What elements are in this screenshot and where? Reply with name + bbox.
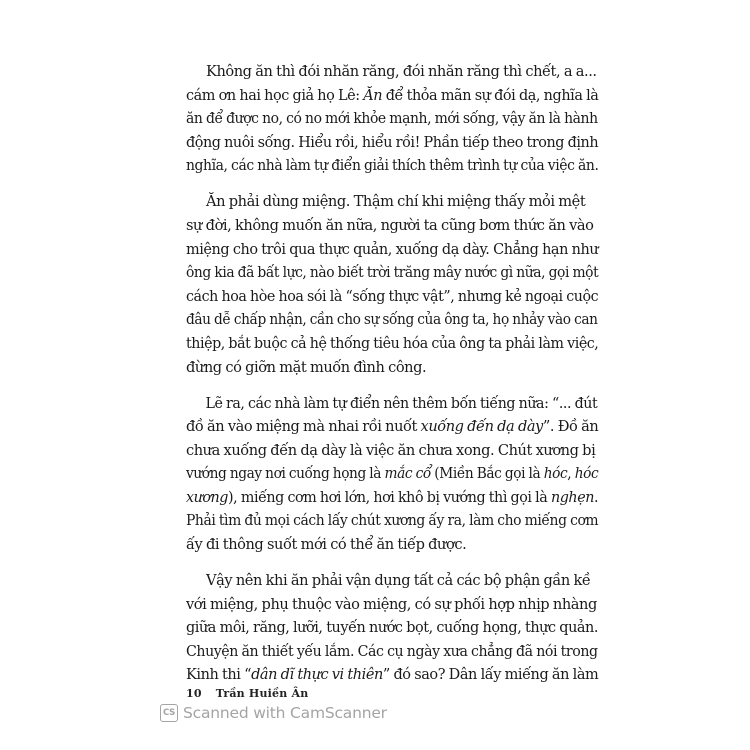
text-run: giữa môi, răng, lưỡi, tuyến nước bọt, cuống họng, thực quản. xyxy=(186,619,599,637)
page-footer xyxy=(186,687,308,700)
text-run: ông kia đã bất lực, nào biết trời trăng mây nước gì nữa, gọi một xyxy=(186,264,599,282)
text-run: ” đó sao? Dân lấy miếng ăn làm xyxy=(382,666,599,684)
text-run: vướng ngay nơi cuống họng là xyxy=(186,465,385,483)
text-line xyxy=(186,439,598,463)
paragraph xyxy=(186,190,598,379)
page-number: 10 xyxy=(186,687,202,700)
italic-text: dân dĩ thực vi thiên xyxy=(251,666,383,684)
text-line xyxy=(186,462,599,486)
text-line xyxy=(186,107,598,131)
text-line xyxy=(186,261,599,285)
text-run: miệng cho trôi qua thực quản, xuống dạ dày. Chẳng hạn như xyxy=(186,240,599,258)
text-run: đâu dễ chấp nhận, cần cho sự sống của ông ta, họ nhảy vào can xyxy=(186,311,598,329)
author-name: Trần Huiền Ân xyxy=(215,687,309,700)
text-run: Không ăn thì đói nhăn răng, đói nhăn răng thì chết, a a... xyxy=(206,63,597,80)
paragraph xyxy=(186,392,598,557)
text-line xyxy=(186,533,598,557)
text-run: ), miếng cơm hơi lớn, hơi khô bị vướng thì gọi là xyxy=(228,488,551,506)
text-run: Chuyện ăn thiết yếu lắm. Các cụ ngày xưa chẳng đã nói trong xyxy=(186,642,598,660)
text-run: đừng có giỡn mặt muốn đình công. xyxy=(186,358,427,376)
body-text xyxy=(186,60,598,699)
text-run: động nuôi sống. Hiểu rồi, hiểu rồi! Phần tiếp theo trong định xyxy=(186,133,599,151)
text-run: đồ ăn vào miệng mà nhai rồi nuốt xyxy=(186,418,421,436)
text-run: cám ơn hai học giả họ Lê: xyxy=(186,86,364,104)
italic-text: nghẹn xyxy=(550,488,594,506)
text-run: Phải tìm đủ mọi cách lấy chút xương ấy ra, làm cho miếng cơm xyxy=(186,512,599,530)
text-run: thiệp, bắt buộc cả hệ thống tiêu hóa của ông ta phải làm việc, xyxy=(186,334,599,352)
text-line xyxy=(186,569,598,593)
text-run: . xyxy=(593,488,599,506)
italic-text: hóc xyxy=(574,465,599,483)
text-line xyxy=(186,593,598,617)
text-run: với miệng, phụ thuộc vào miệng, có sự phối hợp nhịp nhàng xyxy=(186,595,597,613)
italic-text: xương xyxy=(186,488,229,506)
text-run: cách hoa hòe hoa sói là “sống thực vật”, nhưng kẻ ngoại cuộc xyxy=(186,287,599,305)
text-line xyxy=(186,509,599,533)
text-line xyxy=(186,486,599,510)
camscanner-logo-icon: CS xyxy=(160,704,178,722)
text-run: Ăn phải dùng miệng. Thậm chí khi miệng thấy mỏi mệt xyxy=(206,193,586,211)
text-line xyxy=(186,415,597,439)
text-run: , xyxy=(567,465,575,483)
italic-text: hóc xyxy=(543,465,568,483)
italic-text: Ăn xyxy=(363,86,383,104)
text-run: ”. Đồ ăn xyxy=(542,418,599,436)
text-line xyxy=(186,616,599,640)
text-run: để thỏa mãn sự đói dạ, nghĩa là xyxy=(382,86,599,104)
text-run: Vậy nên khi ăn phải vận dụng tất cả các bộ phận gần kề xyxy=(206,572,591,590)
text-line xyxy=(186,332,599,356)
italic-text: xuống đến dạ dày xyxy=(420,418,543,436)
text-line xyxy=(186,214,598,238)
watermark-text: Scanned with CamScanner xyxy=(183,704,387,722)
text-line xyxy=(186,84,599,108)
text-line xyxy=(186,356,598,380)
text-run: ăn để được no, có no mới khỏe mạnh, mới sống, vậy ăn là hành xyxy=(186,110,598,128)
text-run: ấy đi thông suốt mới có thể ăn tiếp được. xyxy=(186,536,467,554)
text-line xyxy=(186,392,598,416)
paragraph xyxy=(186,60,598,178)
text-line xyxy=(186,308,598,332)
text-run: chưa xuống đến dạ dày là việc ăn chưa xong. Chút xương bị xyxy=(186,441,596,459)
camscanner-watermark xyxy=(160,704,387,722)
text-run: Lẽ ra, các nhà làm tự điển nên thêm bốn tiếng nữa: “... đút xyxy=(205,394,598,412)
text-line xyxy=(186,285,599,309)
text-run: nghĩa, các nhà làm tự điển giải thích thêm trình tự của việc ăn. xyxy=(186,157,599,175)
italic-text: mắc cổ xyxy=(384,465,431,483)
text-line xyxy=(186,60,598,84)
text-run: Kinh thi “ xyxy=(186,666,252,684)
text-run: sự đời, không muốn ăn nữa, người ta cũng bơm thức ăn vào xyxy=(186,216,594,234)
text-line xyxy=(186,238,599,262)
text-line xyxy=(186,640,598,664)
text-line xyxy=(186,131,599,155)
paragraph xyxy=(186,569,598,687)
text-run: (Miền Bắc gọi là xyxy=(430,465,544,483)
text-line xyxy=(186,663,599,687)
text-line xyxy=(186,190,598,214)
text-line xyxy=(186,154,599,178)
